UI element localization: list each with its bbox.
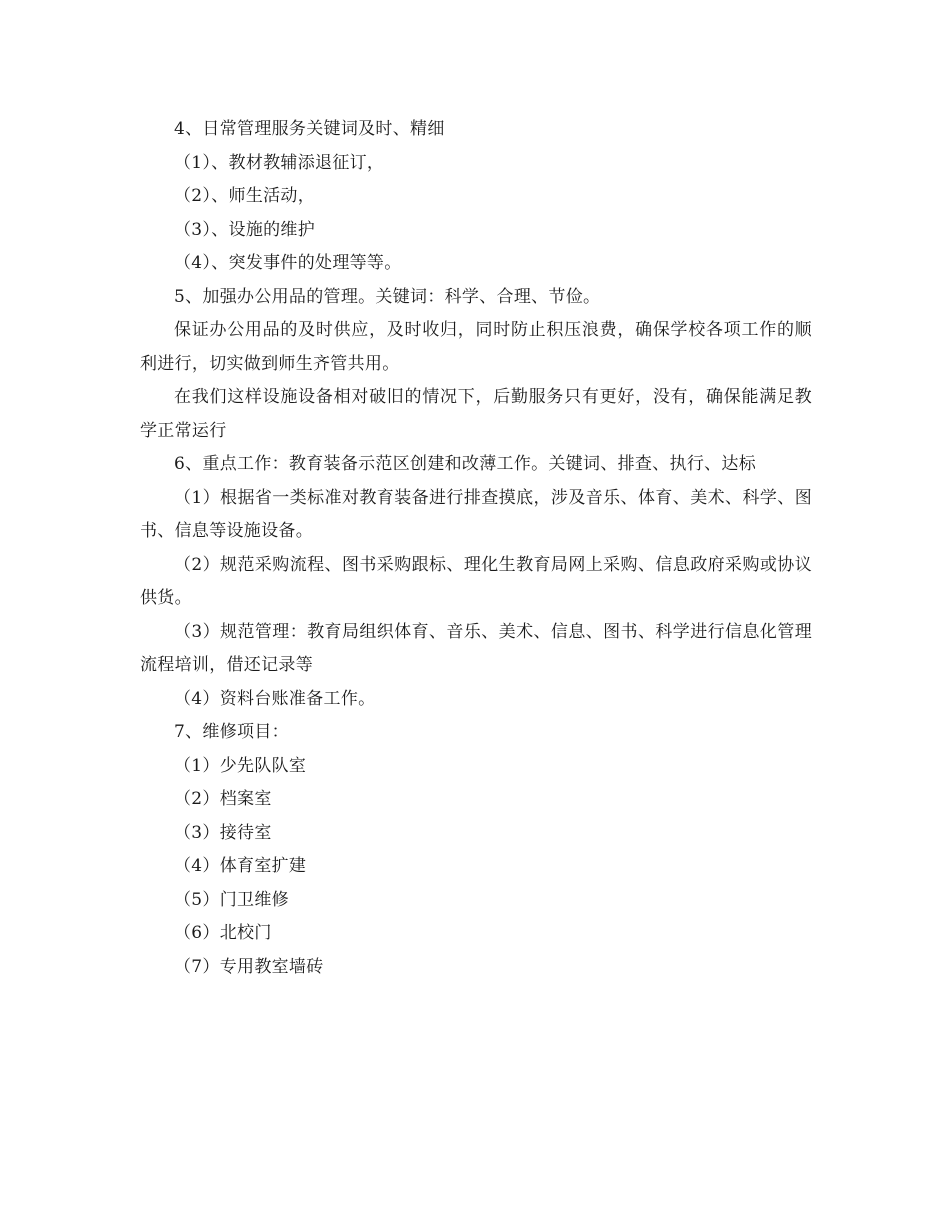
body-paragraph: 保证办公用品的及时供应，及时收归，同时防止积压浪费，确保学校各项工作的顺利进行，切实做到师生齐管共用。	[140, 320, 812, 374]
list-item: （2）、师生活动，	[174, 186, 316, 206]
heading-repair-projects: 7、维修项目：	[174, 722, 289, 742]
list-item: （1）、教材教辅添退征订，	[174, 152, 385, 173]
list-item: （7）专用教室墙砖	[174, 956, 324, 977]
list-item: （1）少先队队室	[174, 755, 307, 776]
list-item: （4）资料台账准备工作。	[174, 688, 376, 709]
list-item: （6）北校门	[174, 923, 272, 943]
heading-office-supplies: 5、加强办公用品的管理。关键词：科学、合理、节俭。	[174, 286, 601, 307]
heading-key-work: 6、重点工作：教育装备示范区创建和改薄工作。关键词、排查、执行、达标	[174, 454, 757, 474]
body-paragraph: 在我们这样设施设备相对破旧的情况下，后勤服务只有更好，没有，确保能满足教学正常运行	[140, 387, 812, 441]
heading-daily-management: 4、日常管理服务关键词及时、精细	[174, 119, 445, 139]
list-item: （2）档案室	[174, 789, 272, 809]
list-item: （1）根据省一类标准对教育装备进行排查摸底，涉及音乐、体育、美术、科学、图书、信息等设施设备。	[140, 487, 812, 541]
list-item: （5）门卫维修	[174, 889, 289, 910]
list-item: （3）接待室	[174, 822, 272, 843]
document-body	[140, 113, 812, 984]
list-item: （3）、设施的维护	[174, 219, 316, 240]
list-item: （3）规范管理：教育局组织体育、音乐、美术、信息、图书、科学进行信息化管理流程培训，借还记录等	[140, 621, 812, 675]
list-item: （2）规范采购流程、图书采购跟标、理化生教育局网上采购、信息政府采购或协议供货。	[140, 554, 812, 608]
list-item: （4）、突发事件的处理等等。	[174, 253, 402, 273]
list-item: （4）体育室扩建	[174, 856, 307, 876]
